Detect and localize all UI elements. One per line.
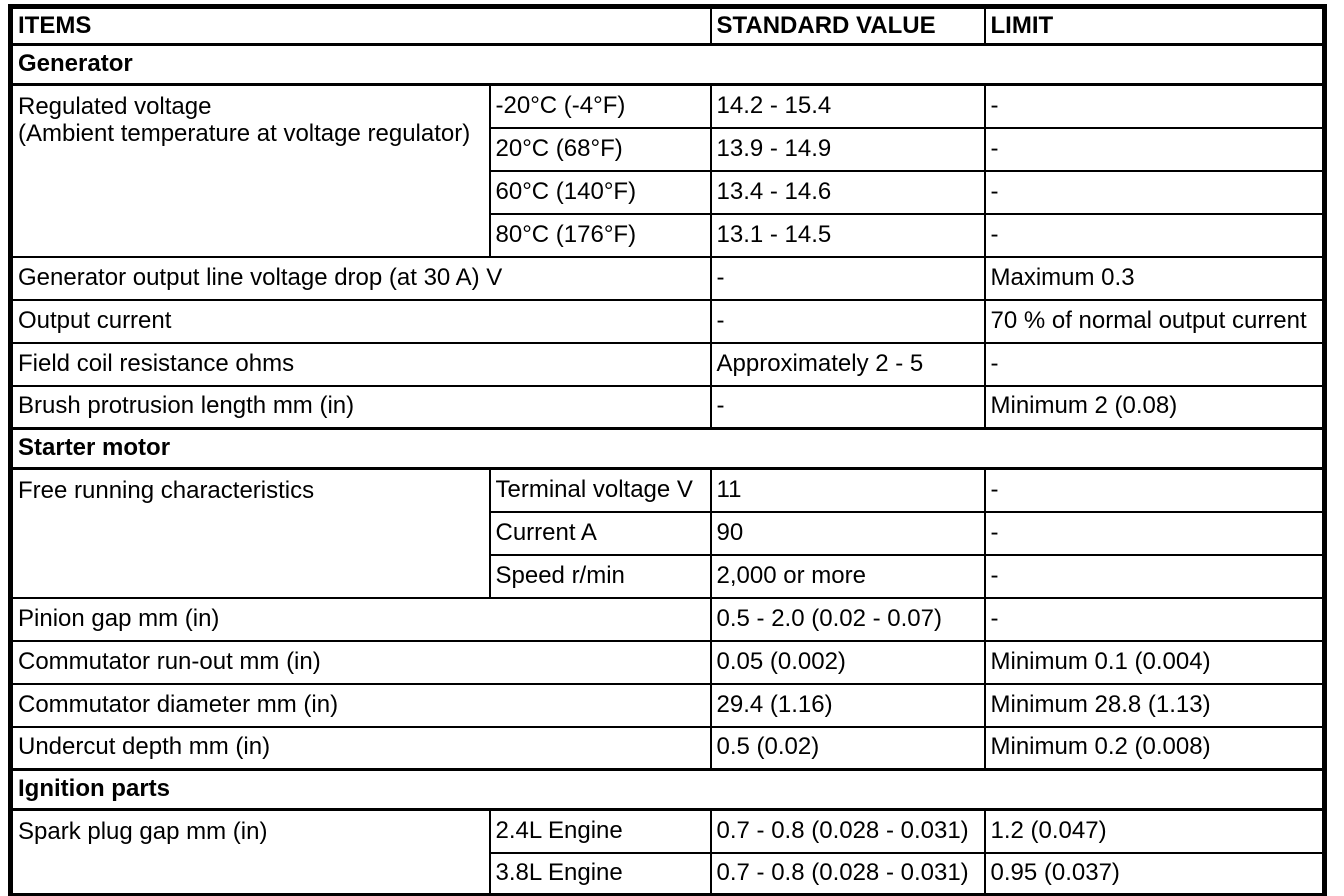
cell-standard-value: Approximately 2 - 5	[711, 343, 985, 386]
cell-standard-value: 0.5 - 2.0 (0.02 - 0.07)	[711, 598, 985, 641]
cell-limit: -	[985, 512, 1325, 555]
cell-item-spark-plug-gap	[11, 810, 490, 896]
cell-condition: -20°C (-4°F)	[490, 85, 711, 128]
cell-limit: -	[985, 555, 1325, 598]
cell-standard-value: 29.4 (1.16)	[711, 684, 985, 727]
cell-item: Commutator run-out mm (in)	[11, 641, 711, 684]
cell-standard-value: 13.1 - 14.5	[711, 214, 985, 257]
section-row-generator	[11, 45, 1325, 85]
cell-condition: 2.4L Engine	[490, 810, 711, 853]
cell-standard-value: 2,000 or more	[711, 555, 985, 598]
cell-limit: Minimum 0.2 (0.008)	[985, 727, 1325, 770]
cell-limit: Minimum 28.8 (1.13)	[985, 684, 1325, 727]
cell-limit: Maximum 0.3	[985, 257, 1325, 300]
cell-limit: 70 % of normal output current	[985, 300, 1325, 343]
cell-condition: Current A	[490, 512, 711, 555]
table-row	[11, 343, 1325, 386]
cell-limit: -	[985, 598, 1325, 641]
cell-standard-value: 90	[711, 512, 985, 555]
cell-item: Output current	[11, 300, 711, 343]
cell-limit: -	[985, 128, 1325, 171]
cell-item: Brush protrusion length mm (in)	[11, 386, 711, 429]
cell-limit: -	[985, 85, 1325, 128]
cell-item-free-running	[11, 469, 490, 598]
item-label: Spark plug gap mm (in)	[18, 818, 268, 845]
cell-limit: -	[985, 343, 1325, 386]
item-label: Regulated voltage	[18, 93, 212, 120]
cell-item: Generator output line voltage drop (at 30 A) V	[11, 257, 711, 300]
cell-standard-value: 11	[711, 469, 985, 512]
item-note: (Ambient temperature at voltage regulator)	[18, 119, 471, 147]
section-title: Generator	[11, 45, 1325, 85]
cell-standard-value: 0.7 - 0.8 (0.028 - 0.031)	[711, 853, 985, 896]
cell-limit: -	[985, 469, 1325, 512]
cell-item-regulated-voltage	[11, 85, 490, 257]
table-row	[11, 300, 1325, 343]
cell-item: Pinion gap mm (in)	[11, 598, 711, 641]
column-header-items: ITEMS	[11, 7, 711, 45]
section-title: Ignition parts	[11, 770, 1325, 810]
item-label: Free running characteristics	[18, 477, 315, 504]
cell-standard-value: 0.05 (0.002)	[711, 641, 985, 684]
cell-standard-value: 0.5 (0.02)	[711, 727, 985, 770]
cell-limit: 0.95 (0.037)	[985, 853, 1325, 896]
table-row	[11, 641, 1325, 684]
section-title: Starter motor	[11, 429, 1325, 469]
cell-condition: 60°C (140°F)	[490, 171, 711, 214]
table-row	[11, 469, 1325, 512]
cell-limit: 1.2 (0.047)	[985, 810, 1325, 853]
table-row	[11, 598, 1325, 641]
cell-condition: 80°C (176°F)	[490, 214, 711, 257]
table-row	[11, 810, 1325, 853]
cell-condition: Terminal voltage V	[490, 469, 711, 512]
table-row	[11, 727, 1325, 770]
cell-standard-value: 14.2 - 15.4	[711, 85, 985, 128]
cell-condition: 3.8L Engine	[490, 853, 711, 896]
cell-limit: Minimum 0.1 (0.004)	[985, 641, 1325, 684]
table-row	[11, 85, 1325, 128]
cell-condition: 20°C (68°F)	[490, 128, 711, 171]
cell-condition: Speed r/min	[490, 555, 711, 598]
cell-standard-value: -	[711, 257, 985, 300]
cell-standard-value: 0.7 - 0.8 (0.028 - 0.031)	[711, 810, 985, 853]
cell-limit: Minimum 2 (0.08)	[985, 386, 1325, 429]
column-header-limit: LIMIT	[985, 7, 1325, 45]
cell-item: Field coil resistance ohms	[11, 343, 711, 386]
cell-limit: -	[985, 171, 1325, 214]
cell-standard-value: -	[711, 386, 985, 429]
specifications-table	[8, 4, 1327, 896]
cell-item: Commutator diameter mm (in)	[11, 684, 711, 727]
table-row	[11, 257, 1325, 300]
section-row-ignition-parts	[11, 770, 1325, 810]
cell-item: Undercut depth mm (in)	[11, 727, 711, 770]
cell-standard-value: 13.4 - 14.6	[711, 171, 985, 214]
section-row-starter-motor	[11, 429, 1325, 469]
cell-standard-value: -	[711, 300, 985, 343]
cell-limit: -	[985, 214, 1325, 257]
table-header-row	[11, 7, 1325, 45]
cell-standard-value: 13.9 - 14.9	[711, 128, 985, 171]
table-row	[11, 684, 1325, 727]
table-row	[11, 386, 1325, 429]
column-header-standard-value: STANDARD VALUE	[711, 7, 985, 45]
